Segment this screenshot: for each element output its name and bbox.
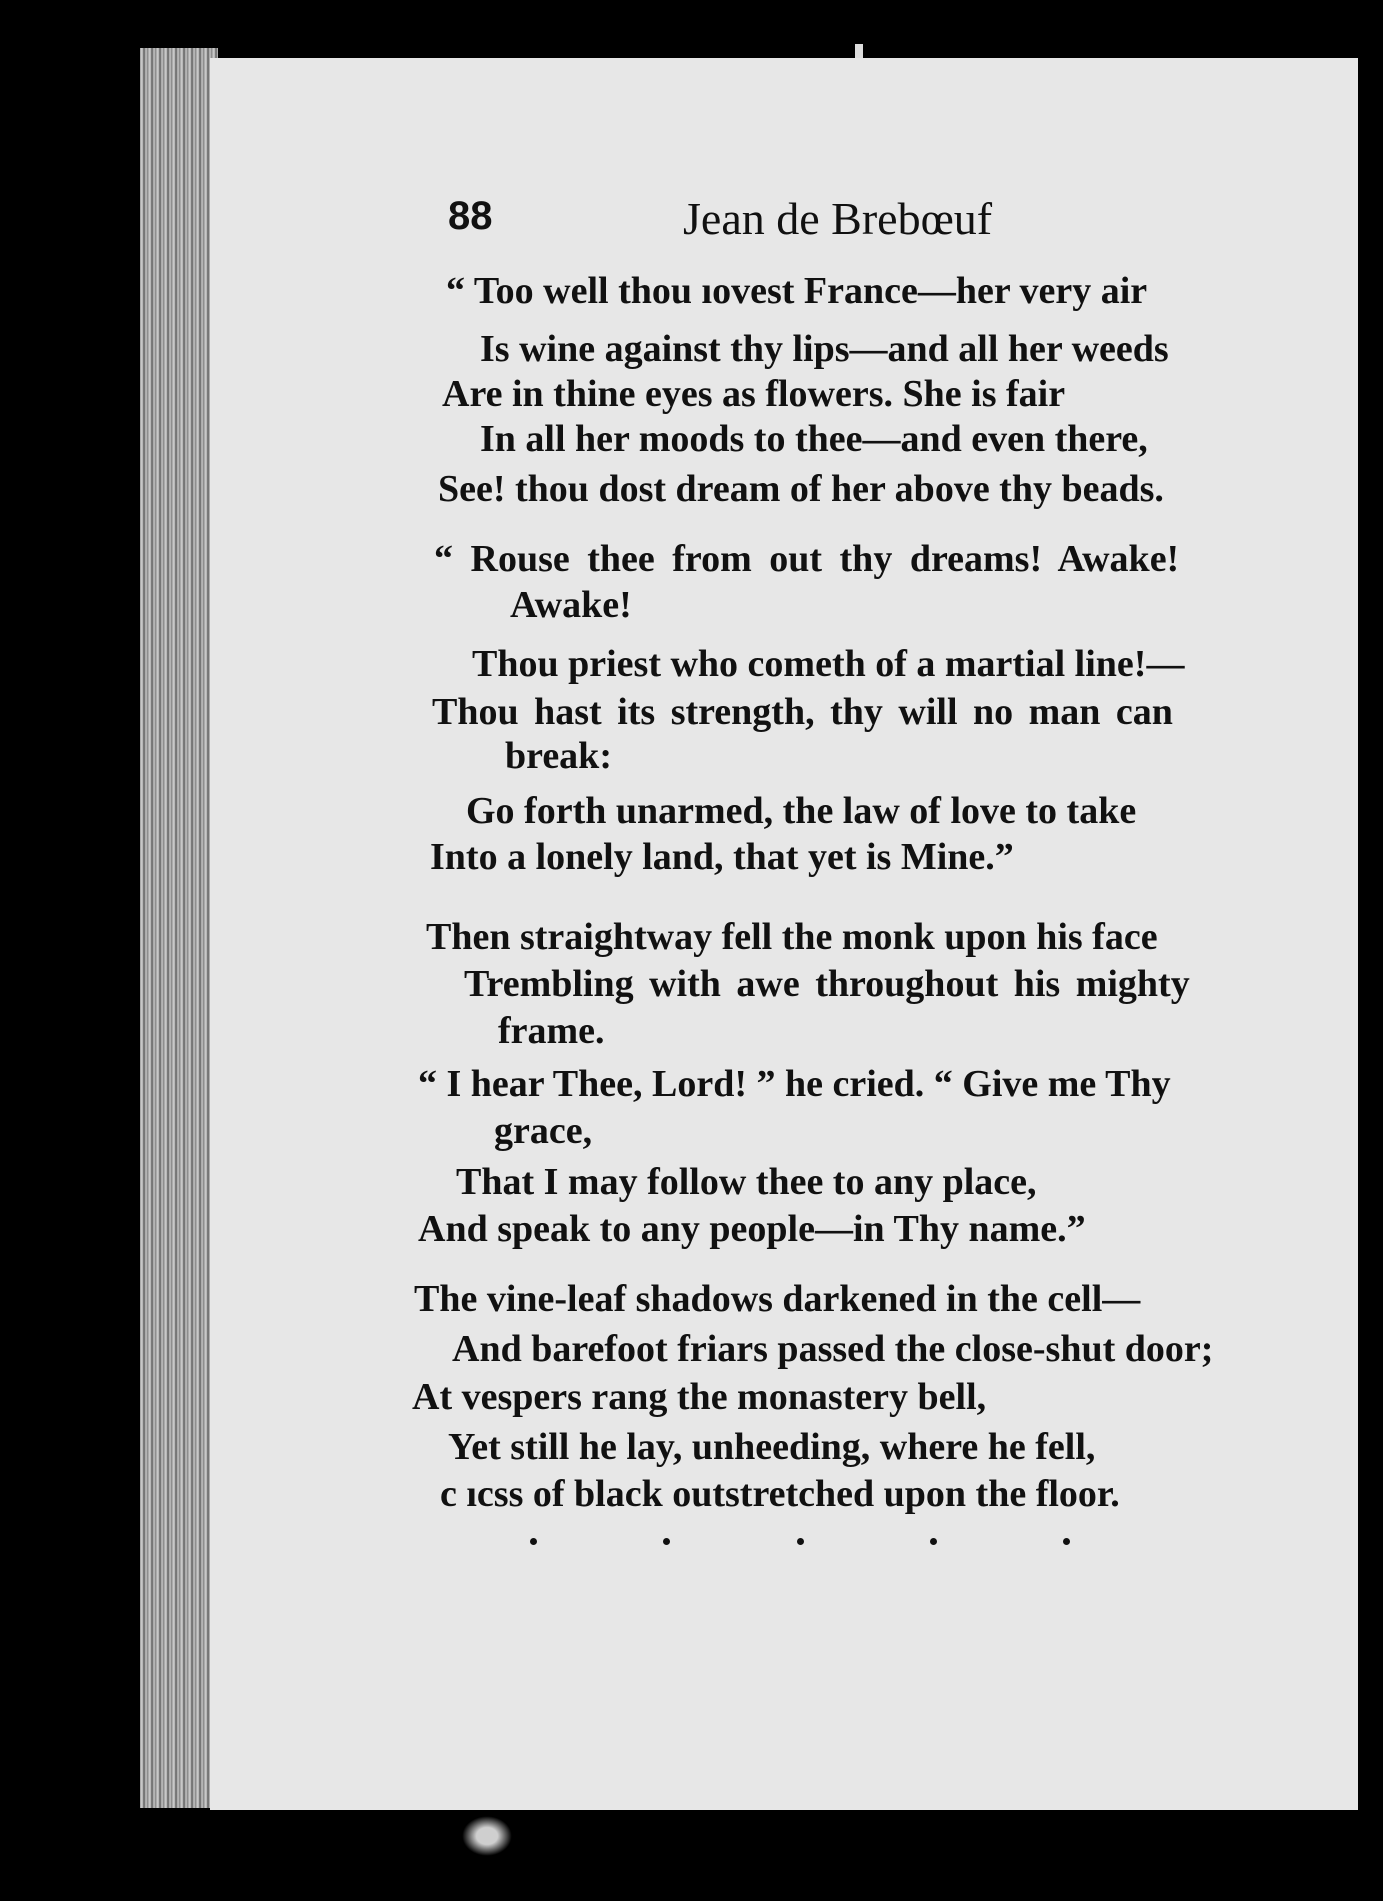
poem-line: “ I hear Thee, Lord! ” he cried. “ Give me Thy <box>418 1063 1171 1105</box>
poem-line: Go forth unarmed, the law of love to take <box>466 790 1137 832</box>
poem-line: Trembling with awe throughout his mighty <box>464 963 1190 1005</box>
poem-line: Into a lonely land, that yet is Mine.” <box>430 836 1014 878</box>
poem-line: The vine-leaf shadows darkened in the cell— <box>414 1278 1141 1320</box>
poem-line: Is wine against thy lips—and all her weeds <box>480 328 1169 370</box>
poem-line: And speak to any people—in Thy name.” <box>418 1208 1086 1250</box>
page-number: 88 <box>448 194 493 238</box>
dot <box>930 1538 937 1545</box>
poem-line: Awake! <box>510 584 632 626</box>
poem-line: frame. <box>498 1010 605 1052</box>
poem-line: In all her moods to thee—and even there, <box>480 418 1148 460</box>
dot <box>663 1538 670 1545</box>
dot <box>530 1538 537 1545</box>
poem-line: Yet still he lay, unheeding, where he fell, <box>448 1426 1096 1468</box>
dot <box>797 1538 804 1545</box>
poem-line: That I may follow thee to any place, <box>456 1161 1037 1203</box>
poem-line: “ Too well thou ıovest France—her very air <box>446 270 1148 312</box>
poem-line: Then straightway fell the monk upon his face <box>426 916 1158 958</box>
poem-line: Thou priest who cometh of a martial line!— <box>472 643 1185 685</box>
poem-line: break: <box>505 735 612 777</box>
poem-line: Are in thine eyes as flowers. She is fair <box>442 373 1066 415</box>
poem-line: And barefoot friars passed the close-shut door; <box>452 1328 1214 1370</box>
poem-line: c ıcss of black outstretched upon the floor. <box>440 1473 1120 1515</box>
poem-line: grace, <box>494 1110 593 1152</box>
poem-line: Thou hast its strength, thy will no man can <box>432 691 1173 733</box>
poem-line: “ Rouse thee from out thy dreams! Awake! <box>434 538 1180 580</box>
poem-line: At vespers rang the monastery bell, <box>412 1376 987 1418</box>
section-break-dots <box>530 1538 1070 1558</box>
dot <box>1063 1538 1070 1545</box>
running-title: Jean de Brebœuf <box>683 193 993 244</box>
poem-line: See! thou dost dream of her above thy beads. <box>438 468 1164 510</box>
